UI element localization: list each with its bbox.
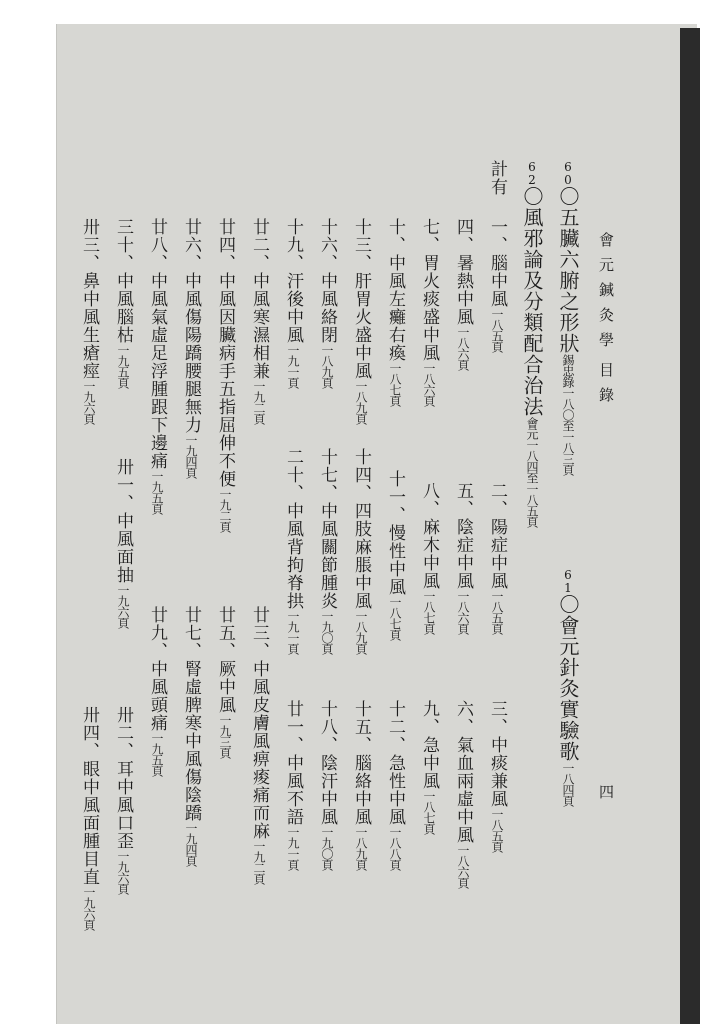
entry-page: 一八五頁 bbox=[490, 808, 504, 852]
entry-4 bbox=[454, 218, 471, 370]
book-title: 會元鍼灸學 bbox=[597, 232, 615, 357]
entry-page: 一八九頁 bbox=[354, 610, 368, 654]
entry-3 bbox=[488, 700, 505, 852]
entry-13 bbox=[352, 218, 369, 424]
entry-label: 廿三、中風皮膚風痹痠痛而麻 bbox=[249, 606, 269, 840]
entry-page: 一八七頁 bbox=[388, 596, 402, 640]
entry-5 bbox=[454, 482, 471, 634]
entry-page: 一九〇頁 bbox=[320, 610, 334, 654]
topic-pages: 一八四頁 bbox=[561, 762, 575, 806]
entry-28 bbox=[148, 218, 165, 514]
entry-25 bbox=[216, 606, 233, 758]
entry-label: 十、中風左癱右瘓 bbox=[385, 218, 405, 362]
entry-page: 一九六頁 bbox=[82, 380, 96, 424]
topic-number: 62 bbox=[525, 160, 539, 186]
entry-label: 八、麻木中風 bbox=[419, 482, 439, 590]
entry-1 bbox=[488, 218, 505, 352]
book-page bbox=[56, 24, 697, 1024]
entry-page: 一八六頁 bbox=[456, 326, 470, 370]
entry-16 bbox=[318, 218, 335, 388]
entry-label: 廿八、中風氣虛足浮腫跟下邊痛 bbox=[147, 218, 167, 470]
entry-page: 一八七頁 bbox=[388, 362, 402, 406]
entry-page: 一九三頁 bbox=[218, 714, 232, 758]
page-number: 四 bbox=[597, 784, 615, 809]
topic-title: 〇五臟六腑之形狀 bbox=[556, 186, 580, 354]
entry-label: 十四、四肢麻脹中風 bbox=[351, 448, 371, 610]
entry-label: 五、陰症中風 bbox=[453, 482, 473, 590]
entry-20 bbox=[284, 448, 301, 654]
entry-label: 三十、中風腦枯 bbox=[113, 218, 133, 344]
entry-label: 廿一、中風不語 bbox=[283, 700, 303, 826]
topic-title: 〇風邪論及分類配合治法 bbox=[520, 186, 544, 417]
entry-page: 一八九頁 bbox=[354, 380, 368, 424]
entry-label: 卅三、鼻中風生瘡痙 bbox=[79, 218, 99, 380]
entry-page: 一八五頁 bbox=[490, 590, 504, 634]
entry-2 bbox=[488, 482, 505, 634]
entry-26 bbox=[182, 218, 199, 478]
entry-24 bbox=[216, 218, 233, 532]
entry-label: 十二、急性中風 bbox=[385, 700, 405, 826]
entry-label: 十八、陰汗中風 bbox=[317, 700, 337, 826]
entry-30 bbox=[114, 218, 131, 388]
entry-32 bbox=[114, 706, 131, 894]
page-edge-shadow bbox=[680, 28, 700, 1024]
entry-label: 二十、中風背拘脊拱 bbox=[283, 448, 303, 610]
topic-61 bbox=[558, 568, 578, 806]
entry-22 bbox=[250, 218, 267, 424]
entry-page: 一九四頁 bbox=[184, 822, 198, 866]
entry-7 bbox=[420, 218, 437, 406]
entry-page: 一九二頁 bbox=[218, 488, 232, 532]
entry-label: 九、急中風 bbox=[419, 700, 439, 790]
entry-page: 一八八頁 bbox=[388, 826, 402, 870]
entry-18 bbox=[318, 700, 335, 870]
entry-page: 一八七頁 bbox=[422, 790, 436, 834]
topic-pages: 一八四至一八五頁 bbox=[525, 439, 539, 527]
topic-62 bbox=[522, 160, 542, 527]
topic-title: 〇會元針灸實驗歌 bbox=[556, 594, 580, 762]
entry-page: 一九二頁 bbox=[252, 840, 266, 884]
entry-12 bbox=[386, 700, 403, 870]
entry-19 bbox=[284, 218, 301, 388]
entry-14 bbox=[352, 448, 369, 654]
topic-number: 60 bbox=[561, 160, 575, 186]
entry-label: 廿六、中風傷陽蹻腰腿無力 bbox=[181, 218, 201, 434]
entry-page: 一九一頁 bbox=[286, 344, 300, 388]
entry-21 bbox=[284, 700, 301, 870]
entry-page: 一八九頁 bbox=[320, 344, 334, 388]
entry-label: 十七、中風關節腫炎 bbox=[317, 448, 337, 610]
entry-10 bbox=[386, 218, 403, 406]
entry-label: 七、胃火痰盛中風 bbox=[419, 218, 439, 362]
entry-17 bbox=[318, 448, 335, 654]
entry-9 bbox=[420, 700, 437, 834]
entry-label: 十一、慢性中風 bbox=[385, 470, 405, 596]
entry-label: 十五、腦絡中風 bbox=[351, 700, 371, 826]
entry-label: 廿四、中風因臟病手五指屈伸不便 bbox=[215, 218, 235, 488]
entry-label: 卅一、中風面抽 bbox=[113, 458, 133, 584]
entry-page: 一九五頁 bbox=[150, 732, 164, 776]
entry-label: 廿二、中風寒濕相兼 bbox=[249, 218, 269, 380]
topic-pages: 一八〇至一八三頁 bbox=[561, 387, 575, 475]
entry-page: 一八五頁 bbox=[490, 308, 504, 352]
entry-label: 十六、中風絡閉 bbox=[317, 218, 337, 344]
entry-label: 四、暑熱中風 bbox=[453, 218, 473, 326]
entry-page: 一八六頁 bbox=[422, 362, 436, 406]
entry-label: 卅二、耳中風口歪 bbox=[113, 706, 133, 850]
entry-label: 二、陽症中風 bbox=[487, 482, 507, 590]
entry-15 bbox=[352, 700, 369, 870]
topic-number: 61 bbox=[561, 568, 575, 594]
topic-60 bbox=[558, 160, 578, 475]
entry-label: 十九、汗後中風 bbox=[283, 218, 303, 344]
entry-page: 一九五頁 bbox=[150, 470, 164, 514]
entry-label: 十三、肝胃火盛中風 bbox=[351, 218, 371, 380]
entry-page: 一八六頁 bbox=[456, 844, 470, 888]
entry-label: 廿七、腎虛脾寒中風傷陰蹻 bbox=[181, 606, 201, 822]
entry-label: 卅四、眼中風面腫目直 bbox=[79, 706, 99, 886]
entry-page: 一八七頁 bbox=[422, 590, 436, 634]
entry-page: 一九五頁 bbox=[116, 344, 130, 388]
entry-label: 一、腦中風 bbox=[487, 218, 507, 308]
entry-page: 一九六頁 bbox=[82, 886, 96, 930]
entry-page: 一九二頁 bbox=[252, 380, 266, 424]
section-label: 目錄 bbox=[597, 362, 615, 412]
entry-23 bbox=[250, 606, 267, 884]
entry-page: 一八九頁 bbox=[354, 826, 368, 870]
entry-page: 一九四頁 bbox=[184, 434, 198, 478]
entry-27 bbox=[182, 606, 199, 866]
entry-label: 廿五、厥中風 bbox=[215, 606, 235, 714]
entry-29 bbox=[148, 606, 165, 776]
topic-note: 會元 bbox=[525, 417, 539, 439]
entry-label: 三、中痰兼風 bbox=[487, 700, 507, 808]
entry-8 bbox=[420, 482, 437, 634]
entry-33 bbox=[80, 218, 97, 424]
entry-page: 一九六頁 bbox=[116, 584, 130, 628]
entry-page: 一九〇頁 bbox=[320, 826, 334, 870]
entry-page: 一九一頁 bbox=[286, 826, 300, 870]
entry-34 bbox=[80, 706, 97, 930]
total-label: 計有 bbox=[487, 160, 507, 196]
entry-31 bbox=[114, 458, 131, 628]
entry-page: 一八六頁 bbox=[456, 590, 470, 634]
entry-11 bbox=[386, 470, 403, 640]
entry-6 bbox=[454, 700, 471, 888]
topic-note: 錫忠錄 bbox=[561, 354, 575, 387]
entry-label: 廿九、中風頭痛 bbox=[147, 606, 167, 732]
entry-page: 一九一頁 bbox=[286, 610, 300, 654]
entry-page: 一九六頁 bbox=[116, 850, 130, 894]
entry-label: 六、氣血兩虛中風 bbox=[453, 700, 473, 844]
